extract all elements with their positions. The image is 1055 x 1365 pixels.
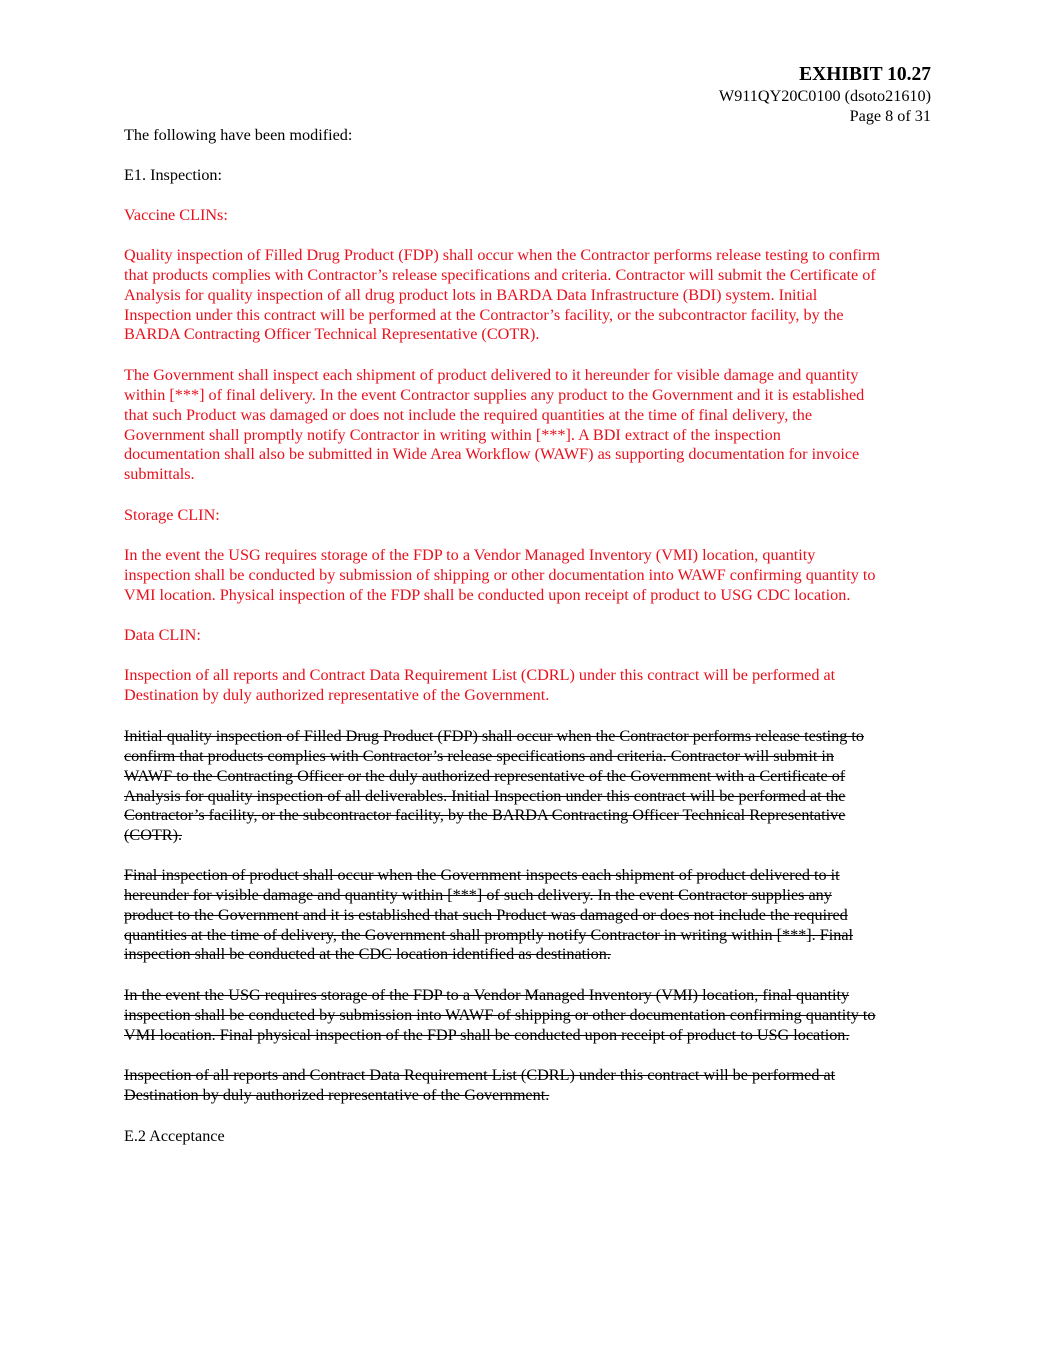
struck-line: Initial quality inspection of Filled Drug Product (FDP) shall occur when the Contractor performs release testing to	[124, 727, 864, 745]
deleted-paragraph-2	[124, 866, 944, 965]
vaccine-paragraph-2	[124, 366, 944, 485]
vaccine-heading-line: Vaccine CLINs:	[124, 206, 228, 224]
struck-line: Contractor’s facility, or the subcontractor facility, by the BARDA Contracting Officer Technical Representative	[124, 806, 846, 825]
paragraph-line: BARDA Contracting Officer Technical Representative (COTR).	[124, 325, 540, 344]
data-heading-line: Data CLIN:	[124, 626, 201, 644]
data-clin-heading	[124, 626, 944, 646]
paragraph-line: Inspection under this contract will be performed at the Contractor’s facility, or the subcontractor facility, by the	[124, 305, 844, 324]
contract-reference: W911QY20C0100 (dsoto21610)	[718, 87, 931, 105]
page-number: Page 8 of 31	[849, 107, 931, 125]
page-header	[719, 63, 931, 126]
deleted-paragraph-3	[124, 986, 944, 1046]
section-e1-heading	[124, 166, 944, 186]
storage-paragraph	[124, 546, 944, 606]
struck-line: inspection shall be conducted at the CDC location identified as destination.	[124, 945, 611, 964]
struck-line: In the event the USG requires storage of the FDP to a Vendor Managed Inventory (VMI) location, final quantity	[124, 986, 850, 1004]
exhibit-title: EXHIBIT 10.27	[799, 64, 931, 85]
deleted-paragraph-4	[124, 1066, 944, 1106]
paragraph-line: Inspection of all reports and Contract Data Requirement List (CDRL) under this contract will be performed at	[124, 666, 836, 684]
struck-line: Inspection of all reports and Contract Data Requirement List (CDRL) under this contract will be performed at	[124, 1066, 836, 1084]
paragraph-line: Government shall promptly notify Contractor in writing within [***]. A BDI extract of the inspection	[124, 425, 781, 444]
struck-line: quantities at the time of delivery, the Government shall promptly notify Contractor in writing within [***]. Final	[124, 925, 854, 944]
deleted-paragraph-1	[124, 727, 944, 846]
section-e2-line: E.2 Acceptance	[124, 1127, 225, 1145]
paragraph-line: The Government shall inspect each shipment of product delivered to it hereunder for visible damage and quantity	[124, 366, 859, 384]
section-e1-line: E1. Inspection:	[124, 166, 223, 184]
section-e2-heading	[124, 1127, 944, 1147]
intro-line: The following have been modified:	[124, 126, 353, 144]
paragraph-line: In the event the USG requires storage of the FDP to a Vendor Managed Inventory (VMI) location, quantity	[124, 546, 816, 564]
paragraph-line: Analysis for quality inspection of all drug product lots in BARDA Data Infrastructure (BDI) system. Initial	[124, 285, 818, 304]
paragraph-line: that products complies with Contractor’s release specifications and criteria. Contractor will submit the Certificate of	[124, 265, 876, 284]
struck-line: Destination by duly authorized representative of the Government.	[124, 1085, 550, 1104]
paragraph-line: that such Product was damaged or does not include the required quantities at the time of final delivery, the	[124, 405, 813, 424]
struck-line: VMI location. Final physical inspection of the FDP shall be conducted upon receipt of product to USG location.	[124, 1025, 850, 1044]
paragraph-line: VMI location. Physical inspection of the FDP shall be conducted upon receipt of product to USG CDC location.	[124, 585, 851, 604]
storage-clin-heading	[124, 506, 944, 526]
struck-line: Final inspection of product shall occur when the Government inspects each shipment of product delivered to it	[124, 866, 840, 884]
paragraph-line: within [***] of final delivery. In the event Contractor supplies any product to the Government and it is established	[124, 385, 865, 404]
struck-line: confirm that products complies with Contractor’s release specifications and criteria. Contractor will submit in	[124, 746, 834, 765]
struck-line: product to the Government and it is established that such Product was damaged or does not include the required	[124, 905, 848, 924]
vaccine-paragraph-1	[124, 246, 944, 345]
paragraph-line: submittals.	[124, 465, 195, 484]
paragraph-line: Destination by duly authorized representative of the Government.	[124, 685, 550, 704]
paragraph-line: inspection shall be conducted by submission of shipping or other documentation into WAWF confirming quantity to	[124, 565, 876, 584]
paragraph-line: documentation shall also be submitted in Wide Area Workflow (WAWF) as supporting documentation for invoice	[124, 445, 860, 464]
struck-line: WAWF to the Contracting Officer or the duly authorized representative of the Government with a Certificate of	[124, 766, 846, 785]
struck-line: inspection shall be conducted by submission into WAWF of shipping or other documentation confirming quantity to	[124, 1005, 876, 1024]
paragraph-line: Quality inspection of Filled Drug Product (FDP) shall occur when the Contractor performs release testing to confirm	[124, 246, 881, 264]
struck-line: (COTR).	[124, 826, 182, 845]
vaccine-clins-heading	[124, 206, 944, 226]
data-paragraph	[124, 666, 944, 706]
storage-heading-line: Storage CLIN:	[124, 506, 220, 524]
struck-line: hereunder for visible damage and quantity within [***] of such delivery. In the event Contractor supplies any	[124, 885, 832, 904]
intro-text	[124, 126, 944, 146]
struck-line: Analysis for quality inspection of all deliverables. Initial Inspection under this contract will be performed at the	[124, 786, 846, 805]
